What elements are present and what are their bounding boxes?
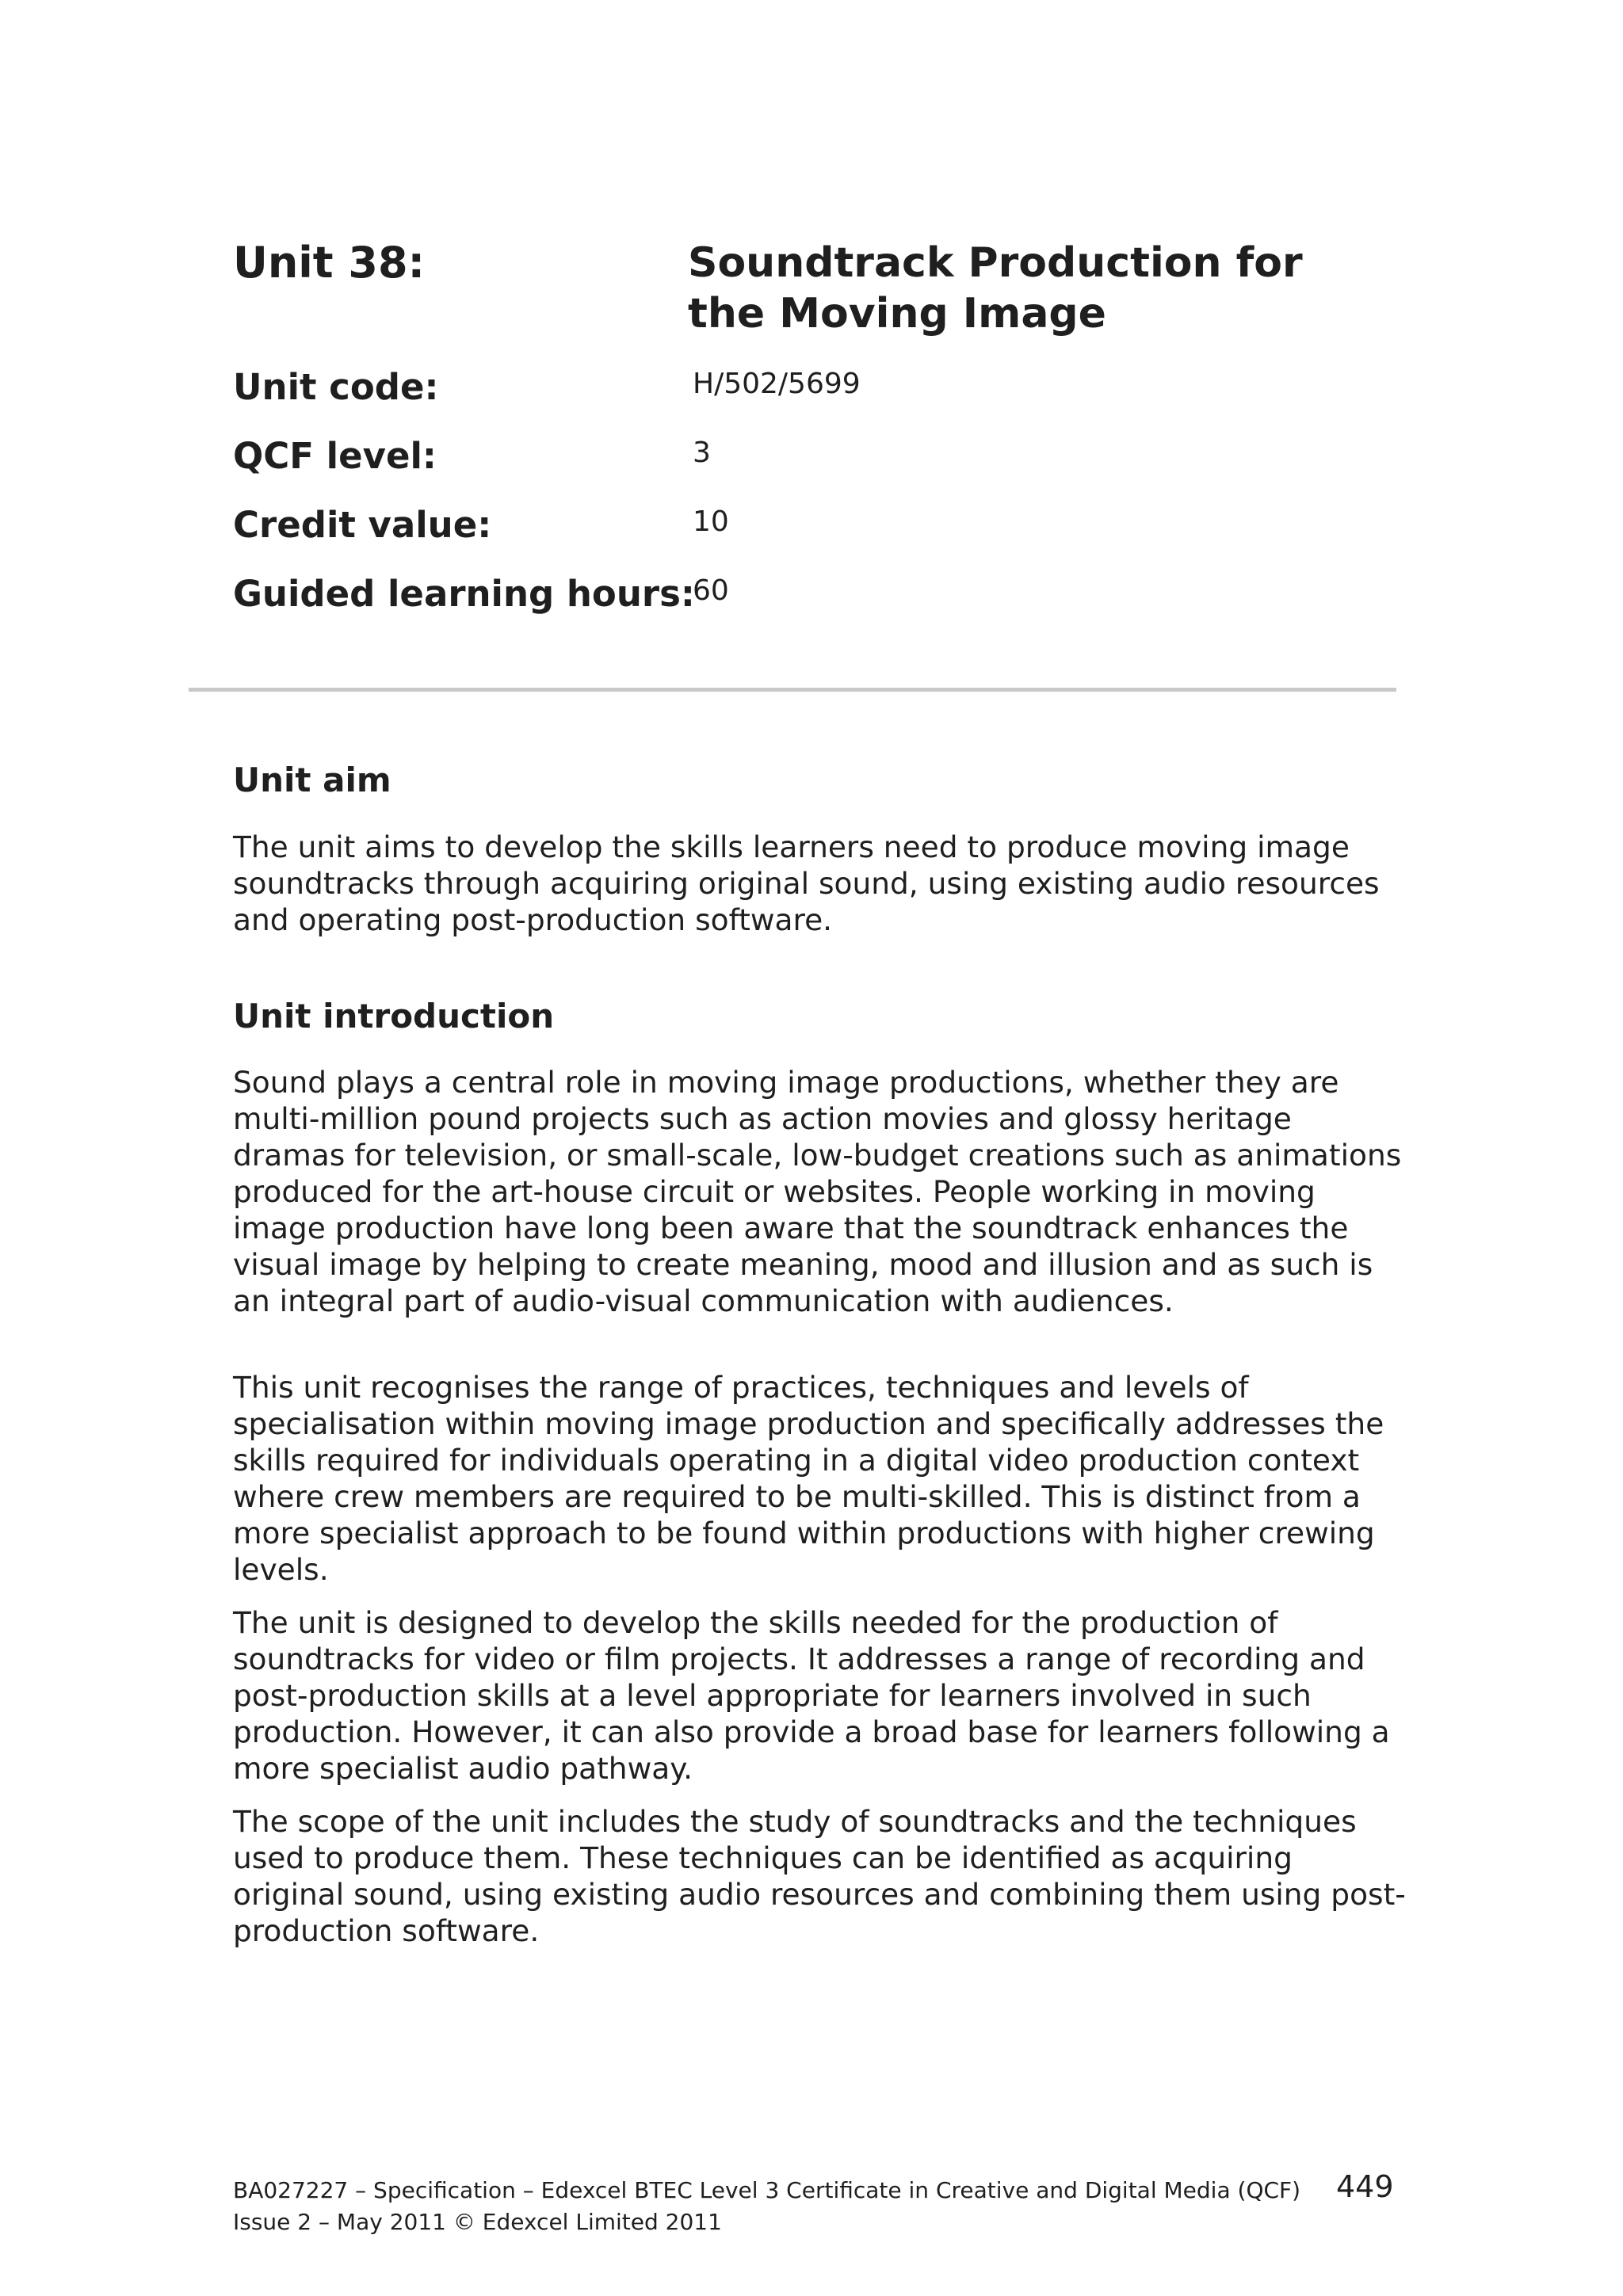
intro-paragraph-1: Sound plays a central role in moving image productions, whether they are multi-million pound projects such as action movies and glossy heritage dramas for television, or small-scale, low-budget creations such as animations produced for the art-house circuit or websites. People working in moving image production have long been aware that the soundtrack enhances the visual image by helping to create meaning, mood and illusion and as such is an integral part of audio-visual communication with audiences. [233, 1065, 1402, 1318]
page-number: 449 [1336, 2169, 1394, 2204]
guided-hours-value: 60 [693, 574, 729, 607]
footer-line-1: BA027227 – Specification – Edexcel BTEC Level 3 Certificate in Creative and Digital Media (QCF) [233, 2177, 1301, 2203]
intro-paragraph-4: The scope of the unit includes the study of soundtracks and the techniques used to produce them. These techniques can be identified as acquiring original sound, using existing audio resources and combining them using post-production software. [233, 1804, 1406, 1948]
page-footer [233, 2175, 1300, 2238]
qcf-level-label: QCF level: [233, 435, 437, 477]
guided-hours-label: Guided learning hours: [233, 573, 695, 615]
credit-value-label: Credit value: [233, 504, 492, 546]
unit-code-label: Unit code: [233, 366, 439, 408]
footer-line-2: Issue 2 – May 2011 © Edexcel Limited 2011 [233, 2209, 722, 2235]
unit-label: Unit 38: [233, 238, 426, 288]
section-divider [189, 688, 1396, 692]
intro-paragraph-3: The unit is designed to develop the skills needed for the production of soundtracks for video or film projects. It addresses a range of recording and post-production skills at a level appropriate for learners involved in such production. However, it can also provide a broad base for learners following a more specialist audio pathway. [233, 1605, 1390, 1786]
intro-paragraph-2: This unit recognises the range of practices, techniques and levels of specialisation within moving image production and specifically addresses the skills required for individuals operating in a digital video production context where crew members are required to be multi-skilled. This is distinct from a more specialist approach to be found within productions with higher crewing levels. [233, 1370, 1384, 1587]
unit-aim-heading: Unit aim [233, 761, 391, 799]
unit-code-value: H/502/5699 [693, 368, 861, 400]
unit-title: Soundtrack Production for the Moving Image [688, 239, 1303, 338]
unit-aim-text: The unit aims to develop the skills learners need to produce moving image soundtracks through acquiring original sound, using existing audio resources and operating post-production software. [233, 830, 1380, 937]
qcf-level-value: 3 [693, 437, 711, 469]
unit-introduction-heading: Unit introduction [233, 997, 555, 1035]
credit-value-value: 10 [693, 505, 729, 538]
